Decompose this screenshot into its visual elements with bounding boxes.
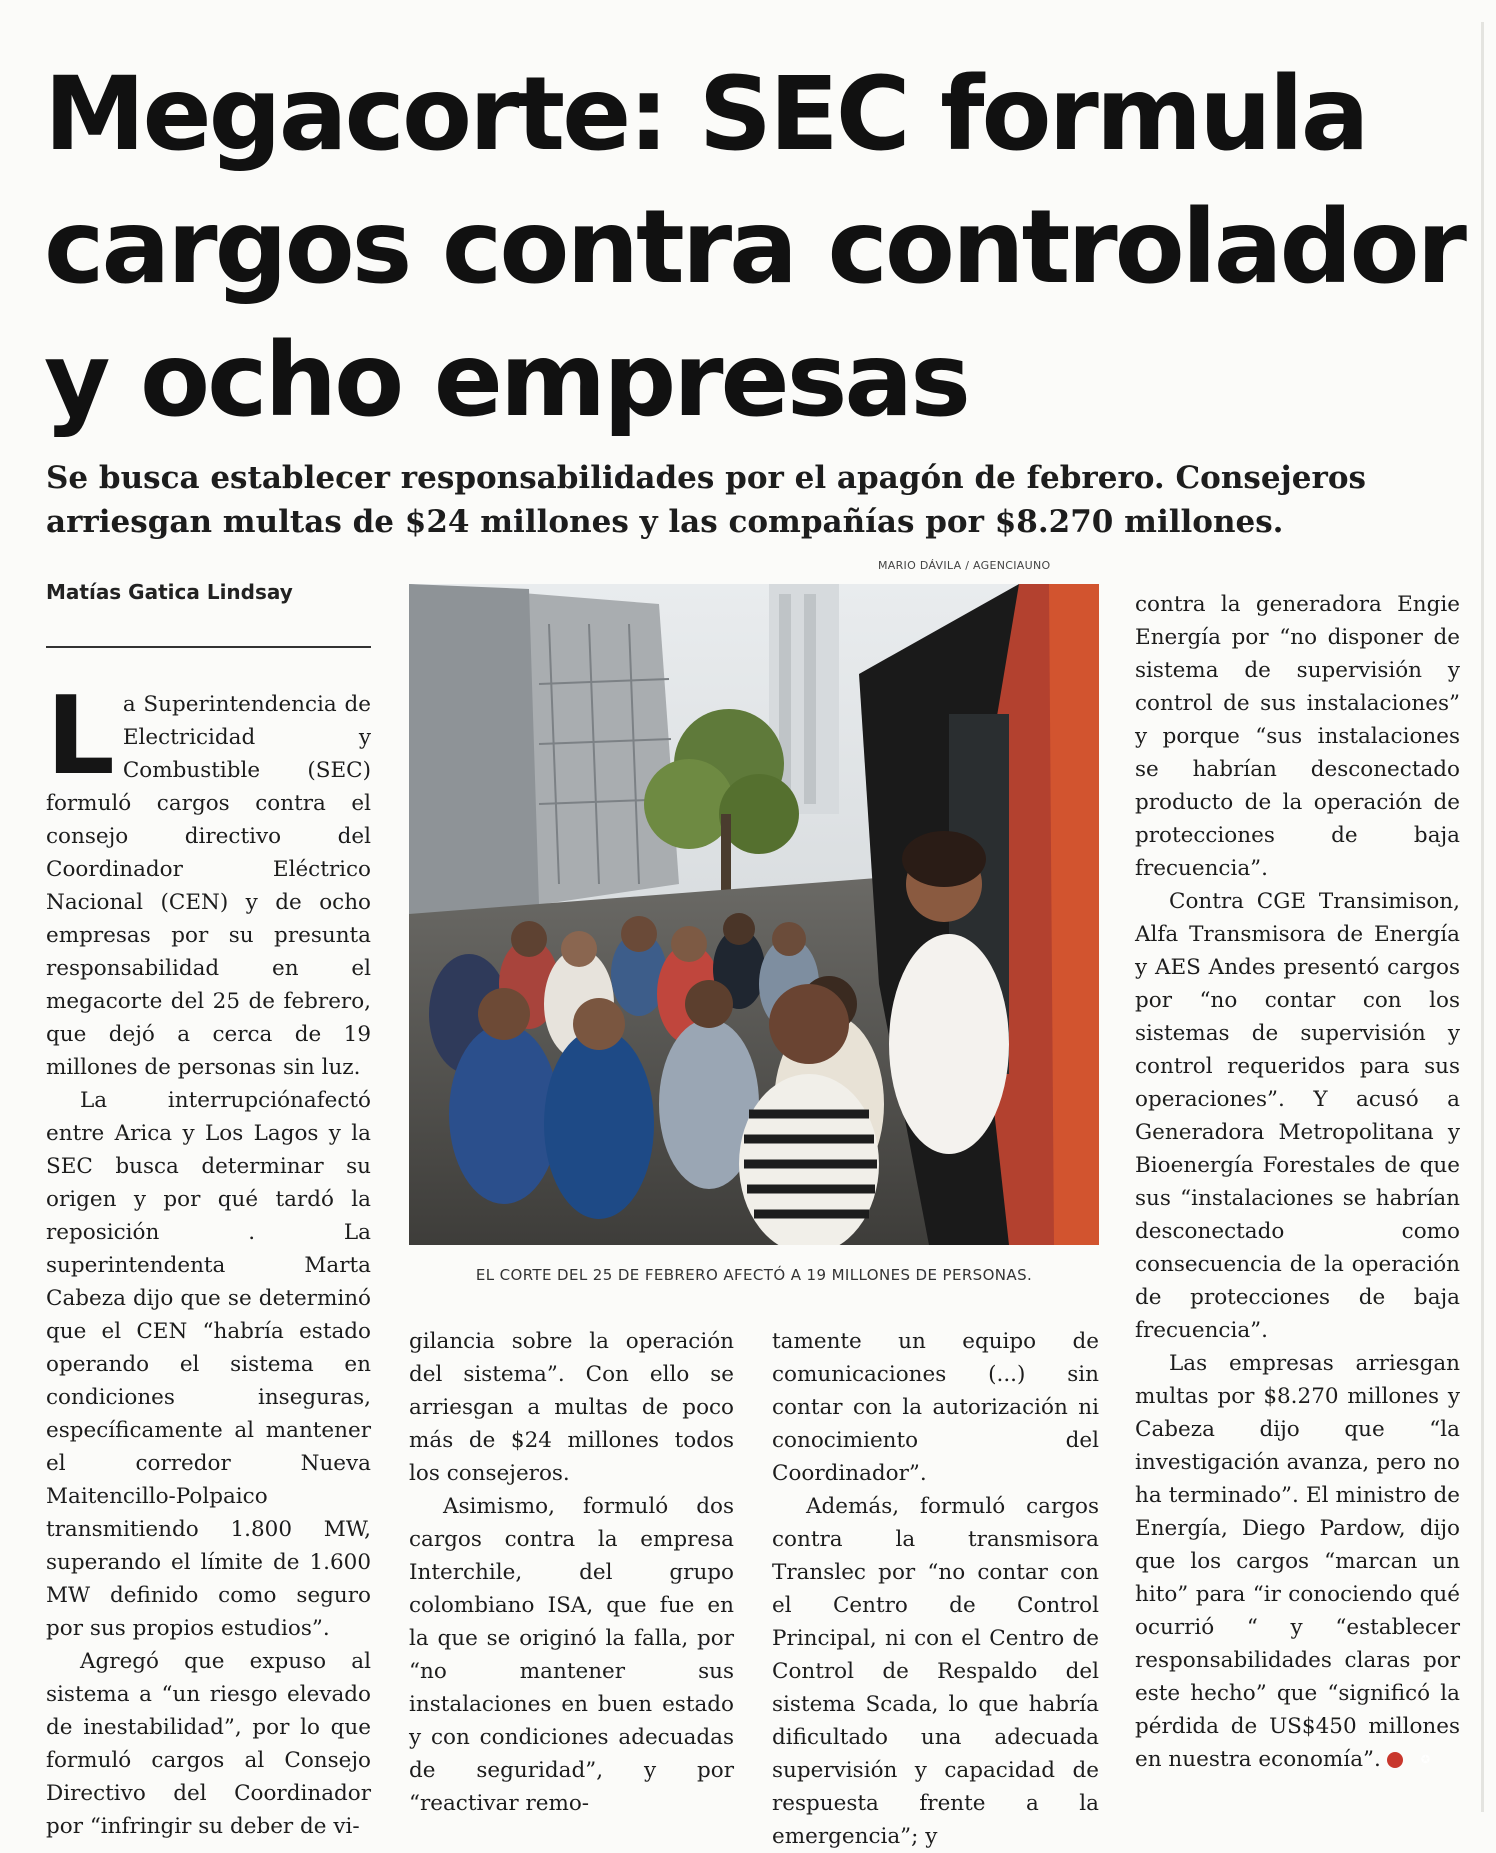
article-column-3 — [772, 1325, 1099, 1853]
paragraph — [46, 674, 371, 1084]
byline-rule — [46, 646, 371, 648]
paragraph-text: Las empresas arriesgan multas por $8.270 millones y Cabeza dijo que “la investigación avanza, pero no ha terminado”. El ministro de Energía, Diego Pardow, dijo que los cargos “marcan un hito” para “ir conociendo qué ocurrió “ y “establecer responsabilidades claras por este hecho” que “significó la pérdida de US$450 millones en nuestra economía”. — [1135, 1351, 1460, 1772]
article-column-2 — [409, 1325, 734, 1820]
paragraph: Además, formuló cargos contra la transmisora Translec por “no contar con el Centro de Control Principal, ni con el Centro de Control de Respaldo del sistema Scada, lo que habría dificultado una adecuada supervisión y capacidad de respuesta frente a la emergencia”; y — [772, 1494, 1099, 1849]
subhead: Se busca establecer responsabilidades por el apagón de febrero. Consejeros arriesgan multas de $24 millones y las compañías por $8.270 millones. — [46, 460, 1366, 540]
paragraph: Asimismo, formuló dos cargos contra la empresa Interchile, del grupo colombiano ISA, que fue en la que se originó la falla, por “no mantener sus instalaciones en buen estado y con condiciones adecuadas de seguridad”, y por “reactivar remo- — [409, 1494, 734, 1816]
paragraph: La interrupciónafectó entre Arica y Los Lagos y la SEC busca determinar su origen y por qué tardó la reposición . La superintendenta Marta Cabeza dijo que se determinó que el CEN “habría estado operando el sistema en condiciones inseguras, específicamente al mantener el corredor Nueva Maitencillo-Polpaico transmitiendo 1.800 MW, superando el límite de 1.600 MW definido como seguro por sus propios estudios”. — [46, 1088, 371, 1641]
paragraph: gilancia sobre la operación del sistema”. Con ello se arriesgan a multas de poco más de $24 millones todos los consejeros. — [409, 1329, 734, 1486]
star-end-icon: ✪ — [1387, 1752, 1403, 1768]
paragraph: Contra CGE Transimison, Alfa Transmisora de Energía y AES Andes presentó cargos por “no contar con los sistemas de supervisión y control requeridos para sus operaciones”. Y acusó a Generadora Metropolitana y Bioenergía Forestales de que sus “instalaciones se habrían desconectado como consecuencia de la operación de protecciones de baja frecuencia”. — [1135, 889, 1460, 1343]
photo-credit: MARIO DÁVILA / AGENCIAUNO — [878, 559, 1051, 572]
article-column-4 — [1135, 588, 1460, 1776]
byline: Matías Gatica Lindsay — [46, 580, 293, 604]
paragraph-text: a Superintendencia de Electricidad y Combustible (SEC) formuló cargos contra el consejo directivo del Coordinador Eléctrico Nacional (CEN) y de ocho empresas por su presunta responsabilidad en el megacorte del 25 de febrero, que dejó a cerca de 19 millones de personas sin luz. — [46, 692, 371, 1080]
article-column-1 — [46, 674, 371, 1843]
photo-caption: EL CORTE DEL 25 DE FEBRERO AFECTÓ A 19 MILLONES DE PERSONAS. — [475, 1266, 1033, 1284]
news-photo — [409, 584, 1099, 1245]
paragraph: Agregó que expuso al sistema a “un riesgo elevado de inestabilidad”, por lo que formuló cargos al Consejo Directivo del Coordinador por “infringir su deber de vi- — [46, 1649, 371, 1839]
paragraph: tamente un equipo de comunicaciones (...) sin contar con la autorización ni conocimiento del Coordinador”. — [772, 1329, 1099, 1486]
paragraph — [1135, 1347, 1460, 1776]
headline: Megacorte: SEC formula cargos contra controlador y ocho empresas — [44, 55, 1464, 440]
crowd-photo-illustration — [409, 584, 1099, 1245]
page-edge — [1481, 22, 1484, 1812]
paragraph: contra la generadora Engie Energía por “no disponer de sistema de supervisión y control de sus instalaciones” y porque “sus instalaciones se habrían desconectado producto de la operación de protecciones de baja frecuencia”. — [1135, 592, 1460, 881]
drop-cap: L — [46, 674, 115, 799]
